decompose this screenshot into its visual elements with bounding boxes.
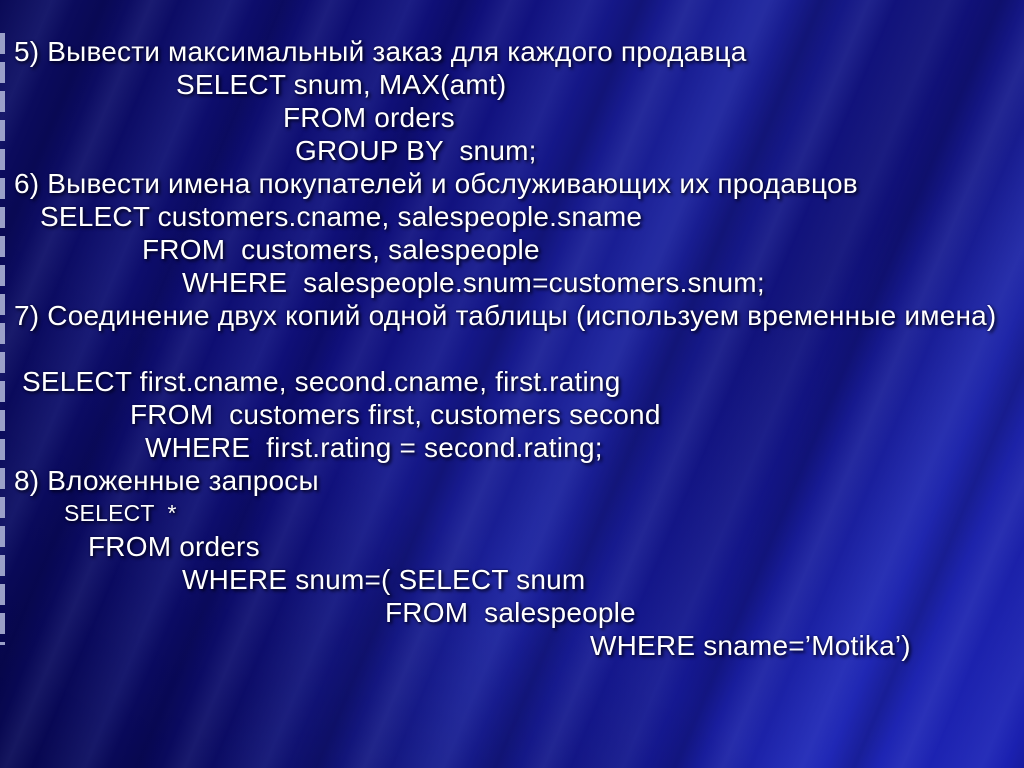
slide-line: SELECT first.cname, second.cname, first.rating (22, 366, 621, 397)
slide-line: 7) Соединение двух копий одной таблицы (используем временные имена) (14, 300, 997, 331)
slide-line: WHERE salespeople.snum=customers.snum; (182, 267, 765, 298)
slide-line: WHERE first.rating = second.rating; (145, 432, 603, 463)
slide-line: FROM customers, salespeople (142, 234, 540, 265)
slide-line: SELECT * (64, 500, 177, 526)
slide-line: 6) Вывести имена покупателей и обслуживающих их продавцов (14, 168, 858, 199)
slide-line: GROUP BY snum; (295, 135, 537, 166)
slide-line: FROM orders (88, 531, 260, 562)
slide-line: SELECT snum, MAX(amt) (176, 69, 507, 100)
slide-line: 8) Вложенные запросы (14, 465, 319, 496)
slide-line: WHERE snum=( SELECT snum (182, 564, 586, 595)
slide-line: WHERE sname=’Motika’) (590, 630, 911, 661)
slide-line (0, 332, 1024, 365)
slide-line: 5) Вывести максимальный заказ для каждого продавца (14, 36, 747, 67)
slide-line: FROM customers first, customers second (130, 399, 661, 430)
slide-line: SELECT customers.cname, salespeople.sname (40, 201, 643, 232)
slide-text-block (0, 35, 1024, 662)
slide-line: FROM salespeople (385, 597, 636, 628)
slide-line: FROM orders (283, 102, 455, 133)
